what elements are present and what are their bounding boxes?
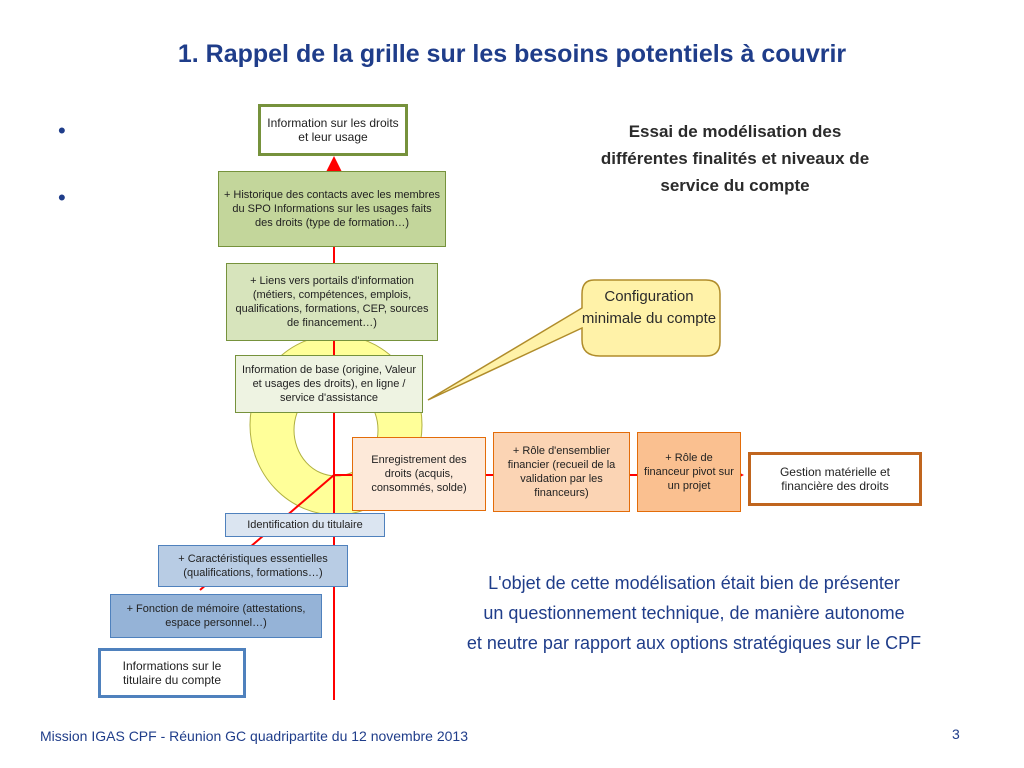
diagram-heading: Essai de modélisation des différentes finalités et niveaux de service du compte [600,122,870,195]
box-historique-contacts: + Historique des contacts avec les membres du SPO Informations sur les usages faits des droits (type de formation…) [218,171,446,247]
box-information-droits: Information sur les droits et leur usage [258,104,408,156]
caption-line-2: un questionnement technique, de manière autonome [483,603,905,623]
caption [390,568,998,658]
box-identification-titulaire: Identification du titulaire [225,513,385,537]
bullet-1: • [58,118,66,143]
box-enregistrement-droits: Enregistrement des droits (acquis, consommés, solde) [352,437,486,511]
footer-text: Mission IGAS CPF - Réunion GC quadripartite du 12 novembre 2013 [40,728,468,744]
box-information-base: Information de base (origine, Valeur et usages des droits), en ligne / service d'assistance [235,355,423,413]
box-financeur-pivot: + Rôle de financeur pivot sur un projet [637,432,741,512]
caption-line-3: et neutre par rapport aux options stratégiques sur le CPF [466,633,922,653]
box-caracteristiques: + Caractéristiques essentielles (qualifications, formations…) [158,545,348,587]
slide-title: 1. Rappel de la grille sur les besoins potentiels à couvrir [177,40,847,68]
callout-text: Configuration minimale du compte [581,288,717,327]
bullet-2: • [58,185,66,210]
box-liens-portails: + Liens vers portails d'information (métiers, compétences, emplois, qualifications, formations, CEP, sources de financement…) [226,263,438,341]
box-fonction-memoire: + Fonction de mémoire (attestations, espace personnel…) [110,594,322,638]
caption-line-1: L'objet de cette modélisation était bien de présenter [488,573,900,593]
box-ensemblier-financier: + Rôle d'ensemblier financier (recueil de la validation par les financeurs) [493,432,630,512]
page-number: 3 [952,726,960,742]
box-informations-titulaire: Informations sur le titulaire du compte [98,648,246,698]
box-gestion-materielle: Gestion matérielle et financière des droits [748,452,922,506]
